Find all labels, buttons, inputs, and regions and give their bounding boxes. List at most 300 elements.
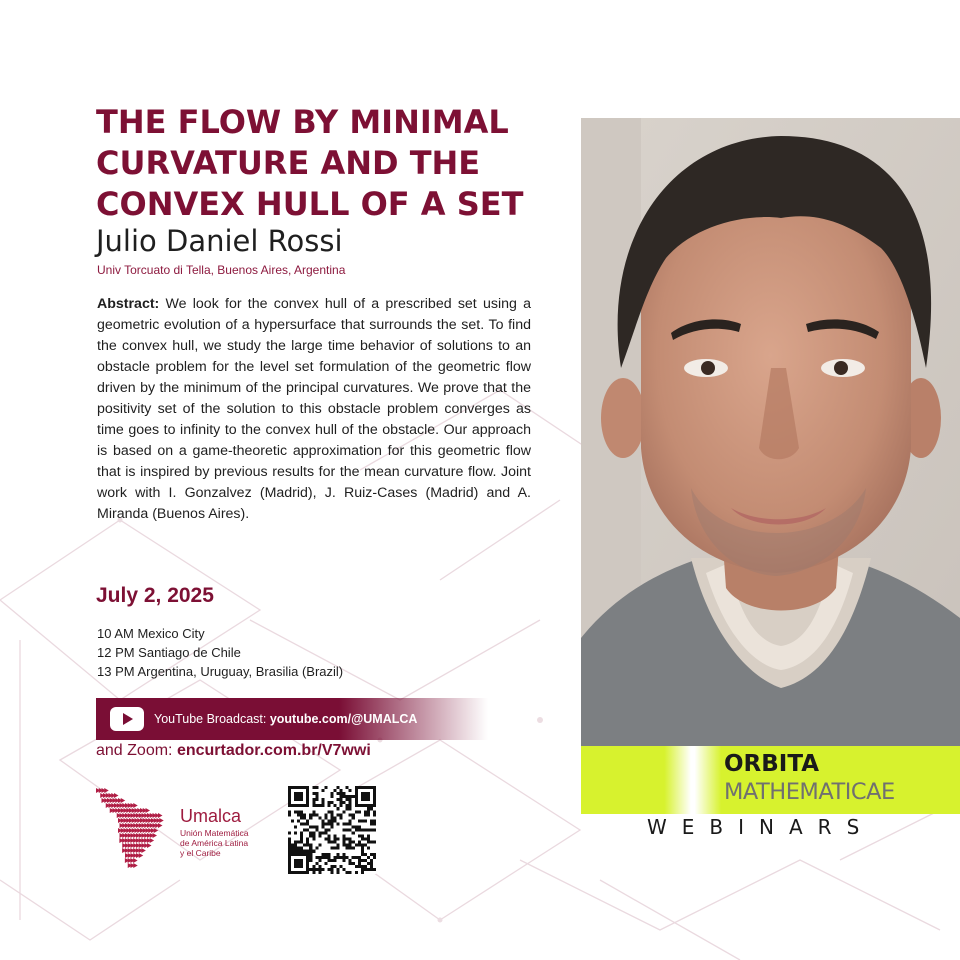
qr-module [343, 844, 346, 847]
qr-module [288, 841, 291, 844]
qr-module [294, 850, 297, 853]
qr-module [340, 798, 343, 801]
qr-module [294, 844, 297, 847]
qr-module [343, 856, 346, 859]
qr-module [367, 856, 370, 859]
abstract-text: We look for the convex hull of a prescribed set using a geometric evolution of a hypersurface that surrounds the set. To find the convex hull, we study the large time behavior of solutions to an obstacle problem for the level set formulation of the geometric flow driven by the minimum of the principal curvatures. We prove that the positivity set of the solution to this obstacle problem converges as time goes to infinity to the convex hull of the obstacle. Our approach is based on a game-theoretic approximation for this geometric flow that is inspired by previous results for the mean curvature flow. Joint work with I. Gonzalvez (Madrid), J. Ruiz-Cases (Madrid) and A. Miranda (Buenos Aires). [97, 296, 531, 522]
qr-module [349, 813, 352, 816]
qr-module [309, 813, 312, 816]
talk-title-line: CONVEX HULL OF A SET [96, 185, 524, 223]
qr-module [288, 859, 291, 862]
qr-module [337, 871, 340, 874]
qr-module [288, 798, 291, 801]
qr-module [334, 804, 337, 807]
qr-module [361, 850, 364, 853]
qr-module [324, 813, 327, 816]
qr-module [330, 792, 333, 795]
qr-module [312, 868, 315, 871]
qr-module [349, 844, 352, 847]
qr-module [312, 871, 315, 874]
qr-module [334, 841, 337, 844]
qr-module [330, 795, 333, 798]
qr-module [346, 847, 349, 850]
qr-module [327, 804, 330, 807]
qr-module [309, 850, 312, 853]
talk-title-line: CURVATURE AND THE [96, 144, 481, 182]
qr-module [364, 798, 367, 801]
qr-module [355, 789, 358, 792]
qr-module [361, 853, 364, 856]
qr-module [349, 828, 352, 831]
qr-module [330, 819, 333, 822]
qr-module [337, 853, 340, 856]
qr-module [361, 838, 364, 841]
qr-module [355, 786, 358, 789]
qr-module [349, 795, 352, 798]
logo-triangle [150, 838, 155, 843]
qr-module [291, 853, 294, 856]
qr-module [321, 819, 324, 822]
qr-module [337, 792, 340, 795]
qr-module [355, 828, 358, 831]
qr-module [349, 862, 352, 865]
qr-module [340, 865, 343, 868]
qr-module [367, 862, 370, 865]
qr-module [327, 868, 330, 871]
qr-module [334, 847, 337, 850]
qr-module [303, 853, 306, 856]
qr-module [367, 828, 370, 831]
qr-module [297, 871, 300, 874]
logo-triangle [158, 813, 163, 818]
qr-module [346, 822, 349, 825]
qr-module [306, 792, 309, 795]
qr-module [294, 853, 297, 856]
qr-module [346, 786, 349, 789]
qr-module [364, 828, 367, 831]
qr-module [373, 813, 376, 816]
qr-module [327, 828, 330, 831]
qr-module [321, 832, 324, 835]
qr-module [312, 786, 315, 789]
qr-module [312, 813, 315, 816]
qr-module [364, 795, 367, 798]
qr-module [300, 853, 303, 856]
qr-module [312, 825, 315, 828]
qr-module [340, 856, 343, 859]
qr-module [358, 835, 361, 838]
qr-module [324, 856, 327, 859]
logo-triangle [146, 808, 151, 813]
qr-module [373, 853, 376, 856]
qr-module [306, 853, 309, 856]
qr-module [346, 798, 349, 801]
qr-module [367, 841, 370, 844]
qr-module [312, 804, 315, 807]
qr-module [334, 835, 337, 838]
qr-module [309, 825, 312, 828]
qr-module [334, 856, 337, 859]
qr-module [373, 795, 376, 798]
qr-module [306, 862, 309, 865]
qr-module [349, 841, 352, 844]
qr-module [306, 868, 309, 871]
qr-module [321, 856, 324, 859]
qr-module [306, 838, 309, 841]
logo-triangle [154, 828, 159, 833]
qr-module [364, 813, 367, 816]
qr-module [361, 786, 364, 789]
qr-module [340, 792, 343, 795]
qr-module [288, 868, 291, 871]
youtube-prefix: YouTube Broadcast: [154, 712, 270, 726]
qr-module [288, 844, 291, 847]
qr-module [294, 795, 297, 798]
qr-module [306, 804, 309, 807]
qr-module [300, 795, 303, 798]
qr-module [364, 868, 367, 871]
qr-module [334, 865, 337, 868]
qr-module [297, 850, 300, 853]
logo-triangle [121, 798, 126, 803]
brand-mathematicae: MATHEMATICAE [724, 779, 895, 805]
qr-module [303, 871, 306, 874]
qr-module [327, 810, 330, 813]
qr-module [297, 792, 300, 795]
qr-module [373, 804, 376, 807]
abstract [97, 294, 531, 525]
qr-module [288, 871, 291, 874]
qr-module [315, 813, 318, 816]
qr-module [361, 828, 364, 831]
qr-module [330, 859, 333, 862]
qr-module [288, 865, 291, 868]
qr-module [370, 868, 373, 871]
umalca-subtitle: Unión Matemática de América Latina y el Caribe [180, 828, 249, 858]
qr-module [300, 862, 303, 865]
qr-module [309, 844, 312, 847]
qr-module [291, 804, 294, 807]
qr-module [361, 865, 364, 868]
qr-module [321, 822, 324, 825]
qr-module [288, 832, 291, 835]
qr-module [303, 844, 306, 847]
qr-module [318, 804, 321, 807]
qr-module [352, 847, 355, 850]
logo-triangle [104, 788, 109, 793]
qr-module [349, 807, 352, 810]
qr-module [327, 838, 330, 841]
qr-module [367, 838, 370, 841]
qr-module [300, 838, 303, 841]
qr-module [288, 804, 291, 807]
qr-module [361, 804, 364, 807]
qr-module [349, 801, 352, 804]
qr-module [370, 862, 373, 865]
qr-module [315, 798, 318, 801]
brand-webinars: WEBINARS [647, 815, 875, 839]
qr-module [303, 828, 306, 831]
qr-module [297, 819, 300, 822]
qr-module [321, 868, 324, 871]
qr-module [364, 786, 367, 789]
qr-module [300, 865, 303, 868]
qr-module [349, 847, 352, 850]
qr-module [343, 795, 346, 798]
qr-module [358, 859, 361, 862]
qr-module [358, 856, 361, 859]
qr-module [370, 841, 373, 844]
qr-module [309, 835, 312, 838]
qr-module [352, 795, 355, 798]
qr-module [373, 841, 376, 844]
qr-module [358, 828, 361, 831]
qr-module [309, 816, 312, 819]
qr-module [367, 795, 370, 798]
qr-module [330, 841, 333, 844]
qr-module [300, 810, 303, 813]
qr-module [373, 868, 376, 871]
qr-module [291, 850, 294, 853]
qr-module [355, 871, 358, 874]
qr-module [355, 844, 358, 847]
qr-module [343, 841, 346, 844]
qr-module [318, 865, 321, 868]
qr-module [300, 786, 303, 789]
qr-module [370, 853, 373, 856]
qr-module [337, 813, 340, 816]
qr-module [343, 868, 346, 871]
time-entry: 10 AM Mexico City [97, 626, 205, 641]
qr-module [297, 853, 300, 856]
qr-module [373, 822, 376, 825]
qr-module [358, 825, 361, 828]
qr-module [367, 835, 370, 838]
logo-triangle [141, 848, 146, 853]
qr-module [327, 801, 330, 804]
qr-module [297, 804, 300, 807]
qr-module [300, 835, 303, 838]
qr-module [367, 810, 370, 813]
qr-module [358, 862, 361, 865]
qr-module [355, 798, 358, 801]
qr-module [373, 786, 376, 789]
qr-module [303, 816, 306, 819]
qr-module [306, 841, 309, 844]
qr-module [330, 847, 333, 850]
qr-module [306, 795, 309, 798]
qr-module [364, 865, 367, 868]
qr-module [349, 789, 352, 792]
qr-module [300, 804, 303, 807]
qr-module [330, 801, 333, 804]
youtube-icon [110, 707, 144, 731]
qr-module [337, 847, 340, 850]
qr-module [346, 844, 349, 847]
qr-module [334, 816, 337, 819]
qr-module [288, 789, 291, 792]
qr-module [349, 819, 352, 822]
qr-module [294, 810, 297, 813]
qr-module [352, 862, 355, 865]
qr-module [361, 798, 364, 801]
qr-module [337, 838, 340, 841]
qr-module [300, 816, 303, 819]
qr-module [349, 798, 352, 801]
brand-orbita: ORBITA [724, 751, 820, 777]
qr-module [294, 832, 297, 835]
qr-module [309, 868, 312, 871]
qr-module [306, 819, 309, 822]
logo-triangle [153, 833, 158, 838]
qr-module [367, 847, 370, 850]
zoom-prefix: and Zoom: [96, 742, 177, 759]
qr-module [358, 804, 361, 807]
qr-module [312, 792, 315, 795]
qr-module [367, 792, 370, 795]
qr-module [352, 816, 355, 819]
qr-module [324, 862, 327, 865]
qr-module [343, 838, 346, 841]
qr-module [352, 856, 355, 859]
qr-module [330, 865, 333, 868]
qr-module [312, 838, 315, 841]
qr-module [355, 804, 358, 807]
talk-title-line: THE FLOW BY MINIMAL [96, 103, 509, 141]
qr-module [330, 816, 333, 819]
qr-module [370, 807, 373, 810]
qr-module [315, 795, 318, 798]
qr-module [334, 789, 337, 792]
qr-module [294, 862, 297, 865]
qr-module [337, 822, 340, 825]
qr-module [343, 801, 346, 804]
qr-module [306, 798, 309, 801]
qr-module [327, 819, 330, 822]
qr-module [318, 856, 321, 859]
qr-module [300, 798, 303, 801]
qr-module [355, 795, 358, 798]
qr-code-icon[interactable] [288, 786, 376, 874]
qr-module [306, 850, 309, 853]
qr-module [291, 847, 294, 850]
qr-module [294, 798, 297, 801]
qr-module [294, 847, 297, 850]
qr-module [294, 804, 297, 807]
speaker-affiliation: Univ Torcuato di Tella, Buenos Aires, Argentina [97, 263, 346, 277]
qr-module [303, 813, 306, 816]
qr-module [291, 871, 294, 874]
qr-module [294, 792, 297, 795]
qr-module [321, 853, 324, 856]
qr-module [306, 801, 309, 804]
qr-module [337, 856, 340, 859]
qr-module [349, 838, 352, 841]
qr-module [294, 825, 297, 828]
qr-module [346, 795, 349, 798]
qr-module [324, 838, 327, 841]
logo-triangle [159, 818, 164, 823]
qr-module [294, 865, 297, 868]
qr-module [312, 801, 315, 804]
schedule-times [97, 624, 343, 681]
qr-module [373, 789, 376, 792]
qr-module [300, 813, 303, 816]
umalca-logo-icon [96, 786, 176, 878]
qr-module [364, 792, 367, 795]
youtube-banner[interactable] [96, 698, 488, 740]
qr-module [370, 859, 373, 862]
qr-module [324, 832, 327, 835]
qr-module [373, 856, 376, 859]
qr-module [327, 841, 330, 844]
youtube-link[interactable]: youtube.com/@UMALCA [269, 712, 418, 726]
qr-module [324, 816, 327, 819]
qr-module [355, 810, 358, 813]
qr-module [312, 798, 315, 801]
qr-module [346, 804, 349, 807]
qr-module [355, 792, 358, 795]
qr-module [361, 835, 364, 838]
qr-module [312, 835, 315, 838]
qr-module [334, 838, 337, 841]
qr-module [346, 807, 349, 810]
qr-module [370, 786, 373, 789]
qr-module [294, 871, 297, 874]
qr-module [324, 822, 327, 825]
qr-module [306, 856, 309, 859]
qr-module [300, 841, 303, 844]
talk-date: July 2, 2025 [96, 584, 214, 607]
qr-module [300, 822, 303, 825]
qr-module [297, 786, 300, 789]
qr-module [340, 816, 343, 819]
qr-module [318, 859, 321, 862]
qr-module [318, 835, 321, 838]
qr-module [306, 789, 309, 792]
qr-module [370, 822, 373, 825]
qr-module [309, 847, 312, 850]
qr-module [352, 841, 355, 844]
qr-module [294, 841, 297, 844]
qr-module [312, 865, 315, 868]
logo-triangle [158, 823, 163, 828]
qr-module [315, 868, 318, 871]
qr-module [324, 786, 327, 789]
qr-module [334, 819, 337, 822]
qr-module [291, 819, 294, 822]
qr-module [352, 813, 355, 816]
qr-module [327, 856, 330, 859]
qr-module [358, 786, 361, 789]
qr-module [303, 786, 306, 789]
qr-module [294, 859, 297, 862]
qr-module [306, 871, 309, 874]
logo-triangle [133, 858, 138, 863]
umalca-name: Umalca [180, 806, 242, 826]
qr-module [340, 795, 343, 798]
qr-module [349, 871, 352, 874]
abstract-label: Abstract: [97, 296, 160, 312]
qr-module [318, 868, 321, 871]
zoom-link[interactable]: encurtador.com.br/V7wwi [176, 742, 371, 759]
qr-module [355, 801, 358, 804]
qr-module [309, 856, 312, 859]
qr-module [361, 868, 364, 871]
qr-module [340, 804, 343, 807]
qr-module [358, 819, 361, 822]
qr-module [318, 816, 321, 819]
